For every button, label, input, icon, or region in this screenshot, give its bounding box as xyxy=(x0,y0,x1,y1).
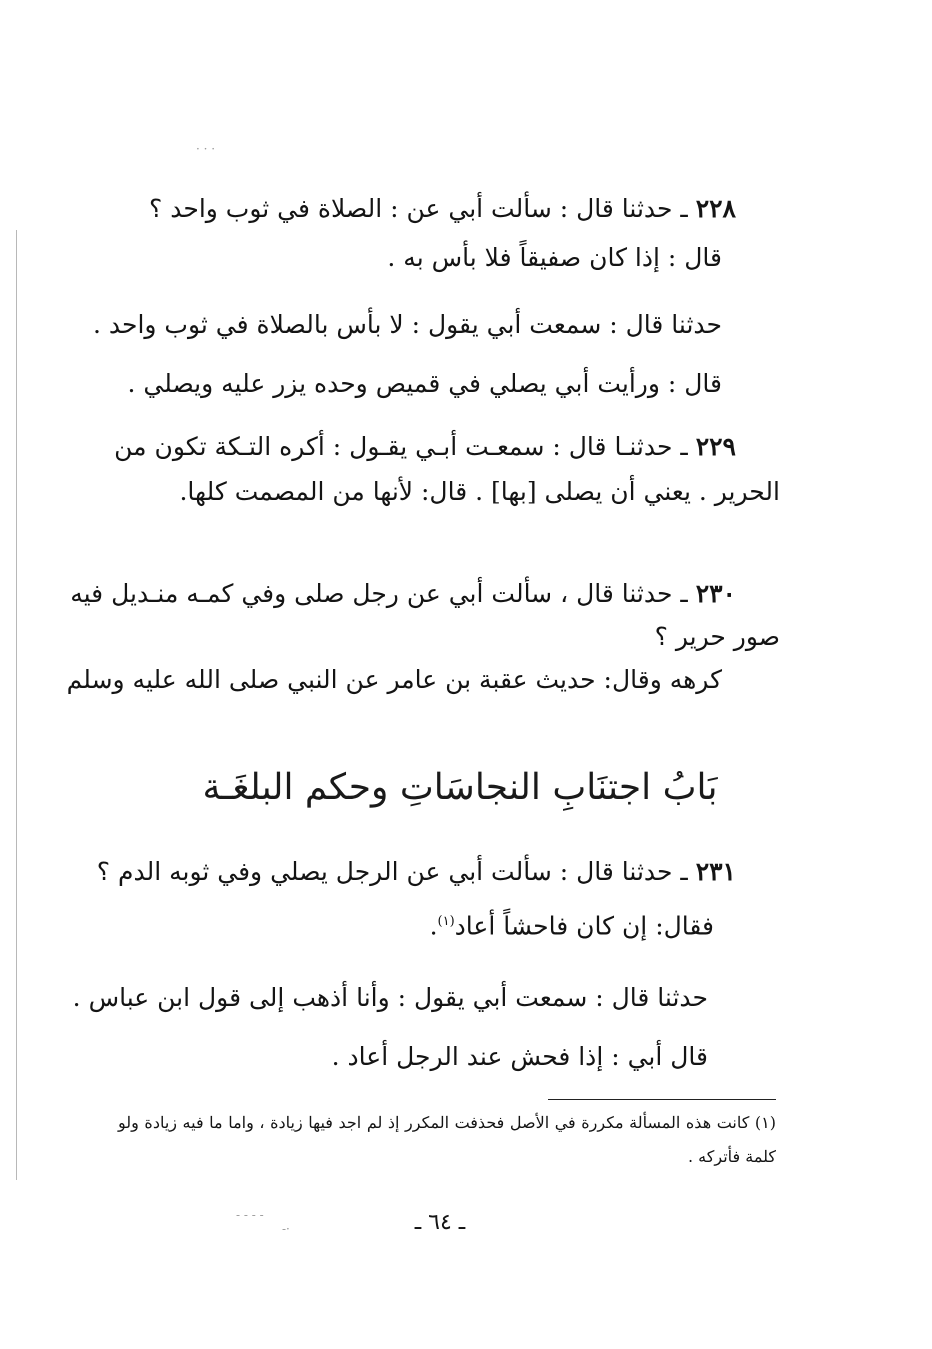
entry-text: ـ حدثنا قال : سألت أبي عن الرجل يصلي وفي ثوبه الدم ؟ xyxy=(96,857,688,886)
entry-230-line-2: صور حرير ؟ xyxy=(654,622,780,651)
entry-229-line-2: الحرير . يعني أن يصلى [بها] . قال: لأنها من المصمت كلها. xyxy=(179,477,780,506)
entry-228-line-2: قال : إذا كان صفيقاً فلا بأس به . xyxy=(387,243,722,272)
statement-2: قال : ورأيت أبي يصلي في قميص وحده يزر عليه ويصلي . xyxy=(127,369,722,398)
entry-text: ـ حدثنا قال : سألت أبي عن : الصلاة في ثوب واحد ؟ xyxy=(149,194,688,223)
statement-4: قال أبي : إذا فحش عند الرجل أعاد . xyxy=(331,1042,708,1071)
scan-speck: ‑ ‑ ‑ ‑ xyxy=(236,1208,264,1222)
entry-text: ـ حدثنـا قال : سمعـت أبـي يقـول : أكره التـكة تكون من xyxy=(114,432,688,461)
entry-231-line-1 xyxy=(97,855,736,889)
footnote-separator xyxy=(548,1099,776,1100)
left-margin-rule xyxy=(16,230,17,1180)
statement-1: حدثنا قال : سمعت أبي يقول : لا بأس بالصلاة في ثوب واحد . xyxy=(93,310,722,339)
entry-text-end: . xyxy=(429,911,438,941)
entry-230-line-1 xyxy=(70,577,736,611)
entry-text: ـ حدثنا قال ، سألت أبي عن رجل صلى وفي كمـه منـديل فيه xyxy=(70,579,688,608)
entry-number: ٢٢٨ xyxy=(695,194,736,223)
footnote-line-2: كلمة فأتركه . xyxy=(688,1147,776,1166)
footnote-marker: (١) xyxy=(437,914,455,929)
chapter-heading: بَابُ اجتنَابِ النجاسَاتِ وحكم البلغَـة xyxy=(202,767,718,808)
entry-231-line-2 xyxy=(430,905,714,943)
entry-number: ٢٣٠ xyxy=(695,579,736,608)
entry-228-line-1 xyxy=(149,192,736,226)
page-number: ـ ٦٤ ـ xyxy=(414,1210,466,1235)
entry-230-line-3: كرهه وقال: حديث عقبة بن عامر عن النبي صلى الله عليه وسلم xyxy=(66,665,722,694)
scan-speck: ‑· xyxy=(282,1222,290,1236)
footnote-line-1: (١) كانت هذه المسألة مكررة في الأصل فحذفت المكرر إذ لم اجد فيها زيادة ، واما ما فيه زيادة ولو xyxy=(118,1113,776,1132)
scan-speck: · · · xyxy=(196,142,216,156)
entry-number: ٢٢٩ xyxy=(695,432,736,461)
entry-number: ٢٣١ xyxy=(695,857,736,886)
statement-3: حدثنا قال : سمعت أبي يقول : وأنا أذهب إلى قول ابن عباس . xyxy=(72,983,708,1012)
entry-text: فقال: إن كان فاحشاً أعاد xyxy=(454,911,714,941)
entry-229-line-1 xyxy=(114,430,736,464)
